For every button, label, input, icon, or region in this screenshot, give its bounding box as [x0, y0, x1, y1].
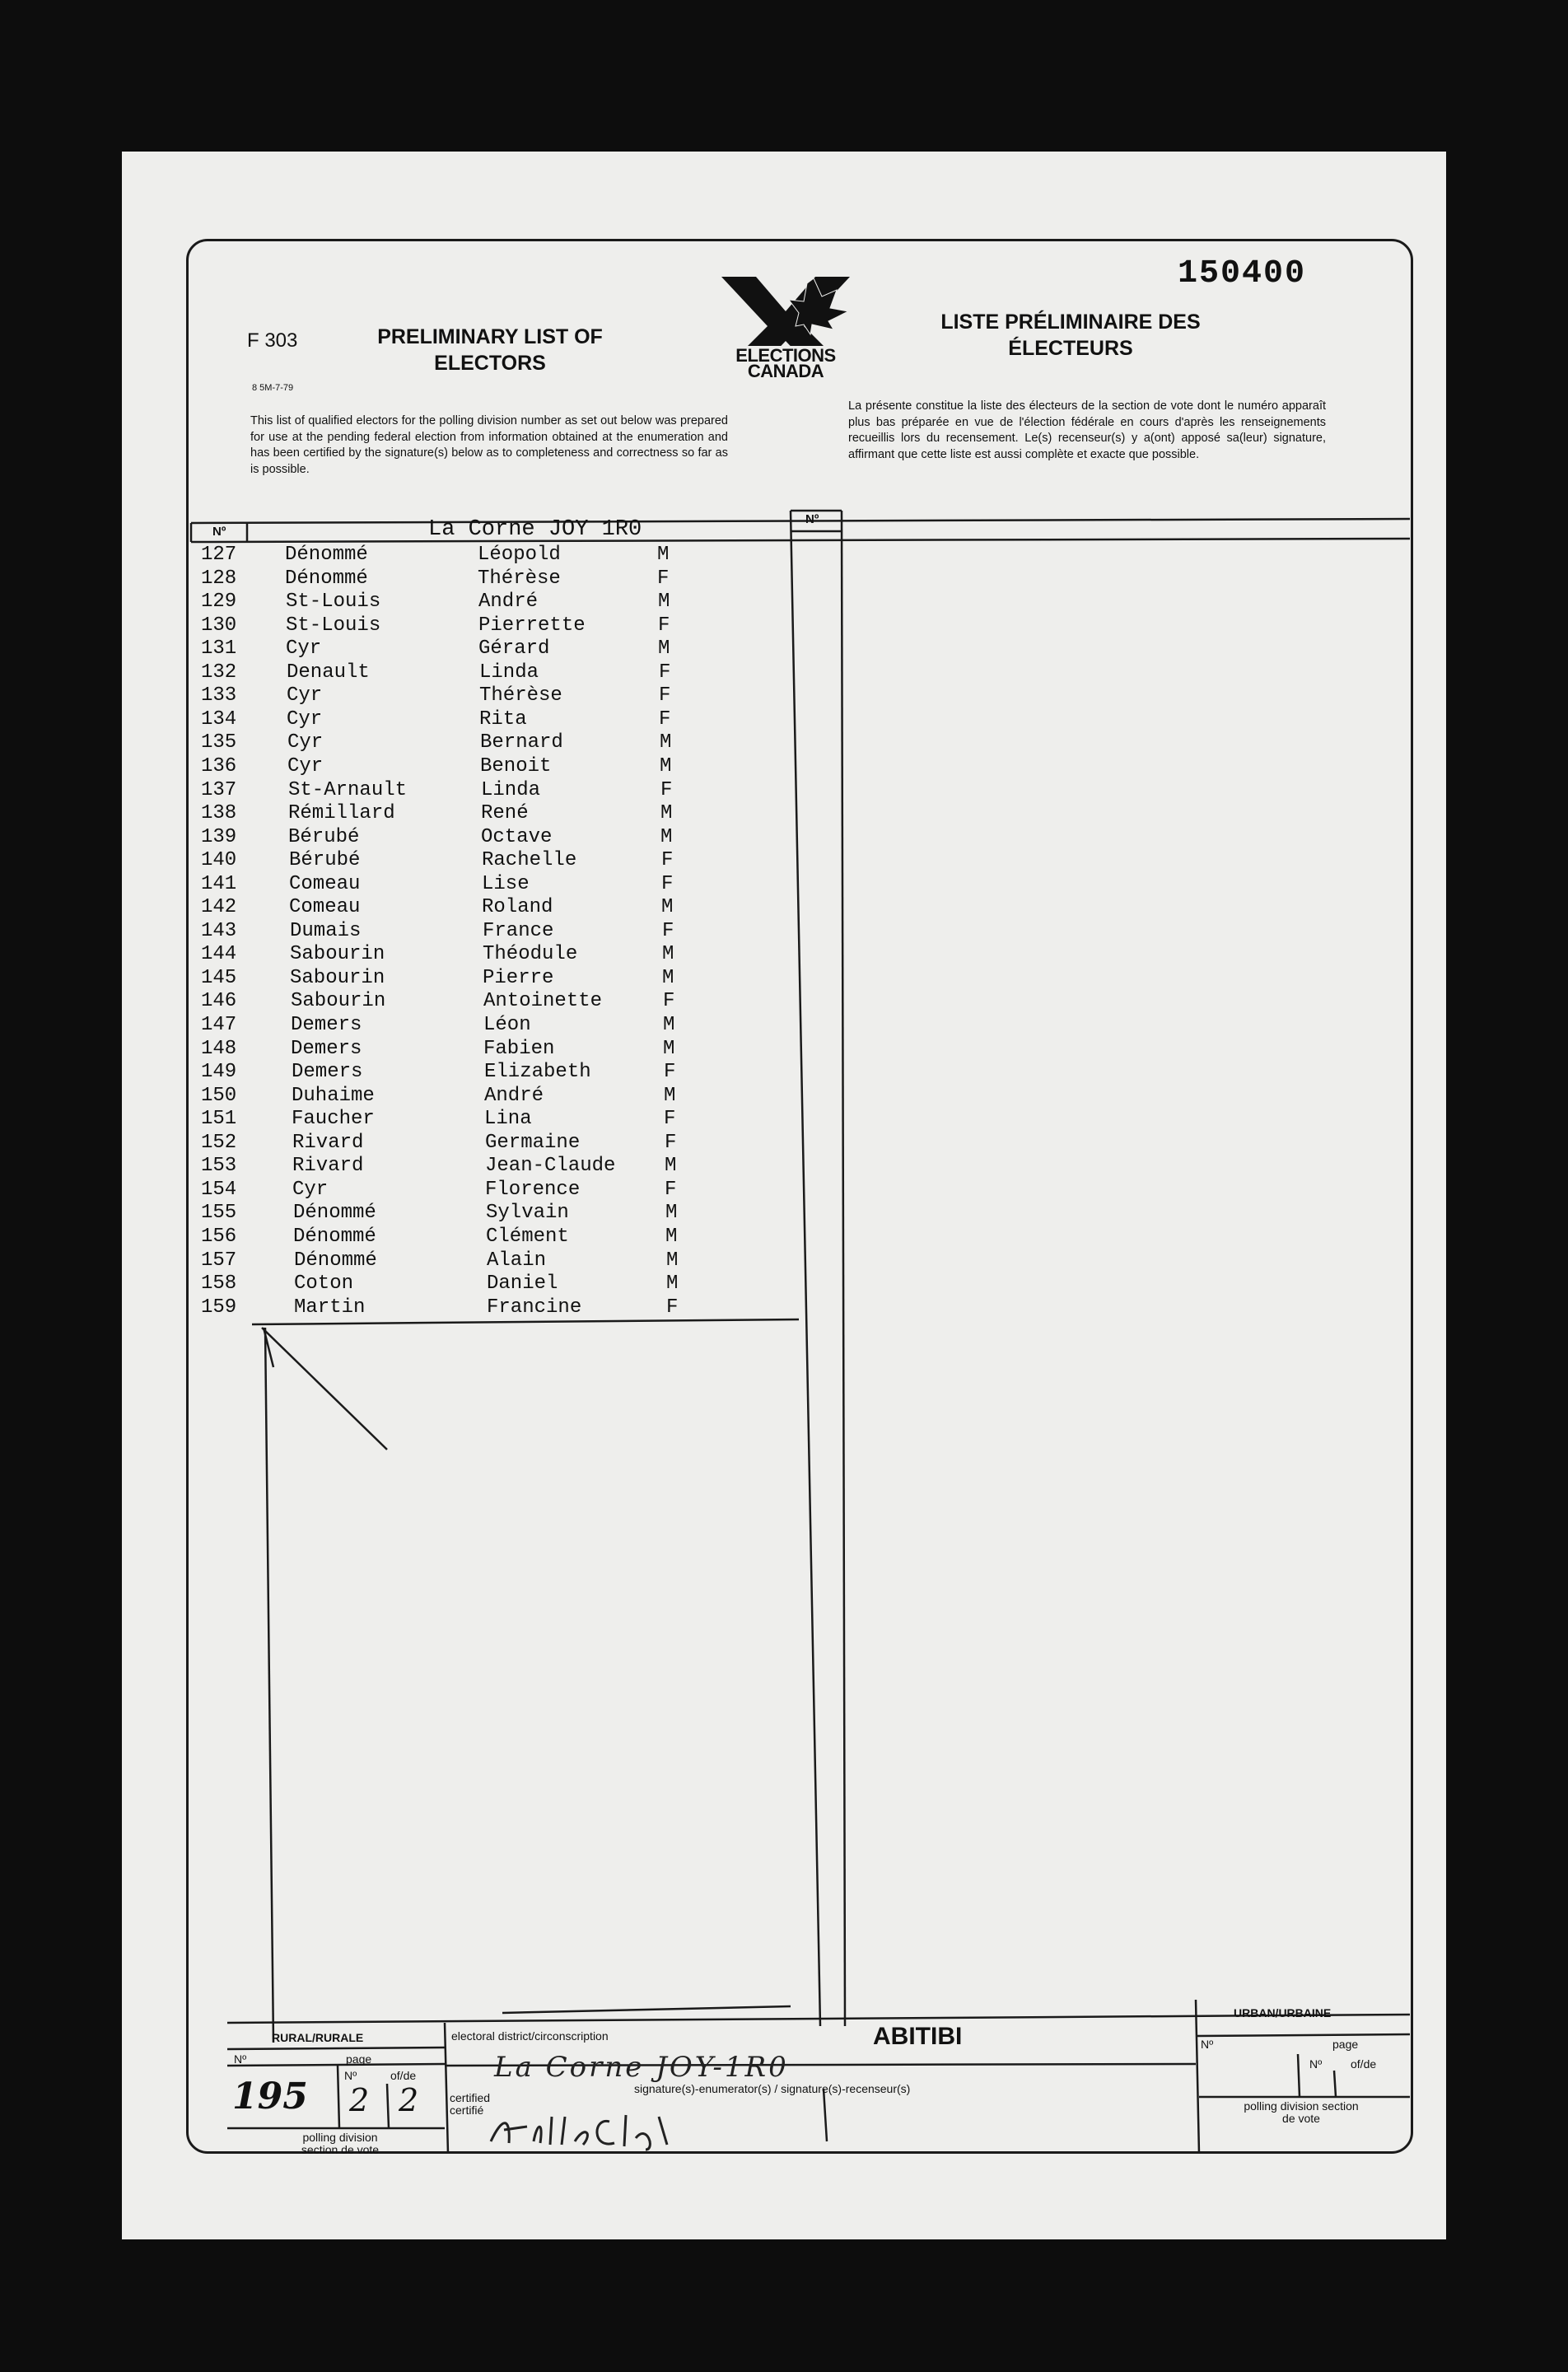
elector-last-name: Demers — [291, 1037, 362, 1060]
elector-number: 128 — [201, 567, 237, 590]
elector-first-name: Alain — [487, 1249, 547, 1272]
elector-last-name: Comeau — [289, 896, 361, 919]
elector-first-name: Francine — [487, 1296, 582, 1319]
elector-sex: M — [660, 825, 673, 848]
elector-number: 144 — [201, 943, 237, 966]
elector-sex: F — [664, 1061, 676, 1084]
title-english: PRELIMINARY LIST OF ELECTORS — [377, 325, 603, 375]
district-label: electoral district/circonscription — [451, 2029, 609, 2043]
elector-last-name: Cyr — [287, 684, 323, 707]
elector-number: 149 — [201, 1061, 237, 1084]
urban-polling-division-label: polling division section de vote — [1244, 2099, 1359, 2125]
right-number-column-header: Nº — [805, 512, 819, 526]
rural-page-no-label: Nº — [344, 2069, 357, 2082]
elector-last-name: Dénommé — [285, 544, 368, 566]
elector-number: 152 — [201, 1131, 237, 1154]
elector-sex: M — [660, 731, 672, 754]
elector-first-name: Florence — [485, 1178, 581, 1201]
rural-polling-number: 195 — [232, 2076, 308, 2118]
elector-first-name: Léon — [483, 1014, 531, 1036]
elector-first-name: Linda — [481, 778, 541, 801]
elector-first-name: Germaine — [485, 1131, 581, 1154]
elector-sex: F — [661, 849, 674, 872]
rural-label: RURAL/RURALE — [272, 2031, 364, 2044]
elector-last-name: Rémillard — [288, 802, 395, 825]
signature-label: signature(s)-enumerator(s) / signature(s)-recenseur(s) — [634, 2082, 911, 2095]
elector-sex: M — [664, 1084, 676, 1107]
elector-number: 140 — [201, 849, 237, 872]
print-code: 8 5M-7-79 — [252, 383, 294, 393]
certified-label: certified certifié — [450, 2091, 491, 2117]
elector-last-name: Dénommé — [294, 1249, 377, 1272]
elector-last-name: Sabourin — [291, 990, 386, 1013]
elector-number: 137 — [201, 778, 237, 801]
elector-number: 136 — [201, 754, 237, 777]
urban-label: URBAN/URBAINE — [1234, 2006, 1332, 2019]
elector-number: 138 — [201, 802, 237, 825]
elector-sex: M — [663, 1014, 675, 1036]
elector-sex: M — [658, 637, 670, 661]
elector-first-name: Jean-Claude — [485, 1155, 616, 1178]
elector-sex: F — [658, 614, 670, 637]
elector-first-name: Rita — [479, 707, 527, 731]
elector-last-name: Bérubé — [288, 825, 360, 848]
elector-number: 131 — [201, 637, 237, 661]
elector-sex: F — [664, 1108, 676, 1131]
elector-sex: F — [665, 1131, 677, 1154]
elector-sex: F — [661, 872, 674, 895]
elector-last-name: Comeau — [289, 872, 361, 895]
elector-last-name: Denault — [287, 661, 370, 684]
elector-first-name: André — [484, 1084, 544, 1107]
number-column-header: Nº — [212, 525, 226, 539]
elector-last-name: Cyr — [287, 731, 324, 754]
elector-first-name: Antoinette — [483, 990, 603, 1013]
elector-last-name: St-Louis — [286, 591, 381, 614]
elector-number: 150 — [201, 1084, 237, 1107]
elector-last-name: Dumais — [290, 919, 362, 942]
elector-number: 151 — [201, 1108, 237, 1131]
handwritten-place: La Corne JOY-1R0 — [494, 2051, 789, 2084]
elector-number: 155 — [201, 1202, 237, 1225]
list-number: 150400 — [1178, 255, 1307, 292]
form-code: F 303 — [247, 329, 298, 352]
elector-sex: M — [665, 1155, 677, 1178]
elector-first-name: René — [481, 802, 529, 825]
elector-first-name: Pierrette — [478, 614, 586, 637]
logo-wordmark: ELECTIONS CANADA — [713, 346, 858, 379]
urban-page-no-label: Nº — [1309, 2057, 1323, 2071]
elector-number: 142 — [201, 896, 237, 919]
rural-page-label: page — [346, 2052, 372, 2066]
elector-sex: F — [662, 919, 674, 942]
elector-first-name: Théodule — [483, 943, 578, 966]
elector-last-name: St-Louis — [286, 614, 381, 637]
elector-last-name: Dénommé — [293, 1225, 376, 1248]
elector-last-name: Demers — [292, 1061, 363, 1084]
elector-sex: M — [663, 1037, 675, 1060]
elector-number: 133 — [201, 684, 237, 707]
elector-first-name: Gérard — [478, 637, 550, 661]
title-french: LISTE PRÉLIMINAIRE DES ÉLECTEURS — [940, 311, 1201, 360]
polling-place-title: La Corne JOY 1R0 — [428, 517, 642, 542]
elector-number: 139 — [201, 825, 237, 848]
elector-last-name: Sabourin — [290, 943, 385, 966]
intro-french: La présente constitue la liste des électeurs de la section de vote dont le numéro apparaît plus bas préparée en vue de l'élection fédérale en cours d'après les renseignements recueillis lors du recensement. Le(s) recenseur(s) y a(ont) apposé sa(leur) signature, affirmant que cette liste est aussi complète et exacte que possible. — [848, 399, 1326, 461]
elector-last-name: Cyr — [292, 1178, 329, 1201]
elector-last-name: Coton — [294, 1272, 354, 1296]
elector-first-name: France — [483, 919, 554, 942]
elector-number: 157 — [201, 1249, 237, 1272]
elector-number: 143 — [201, 919, 237, 942]
elector-number: 132 — [201, 661, 237, 684]
elector-first-name: Roland — [482, 896, 553, 919]
elector-sex: M — [661, 896, 674, 919]
elector-last-name: Rivard — [292, 1155, 364, 1178]
urban-no-label: Nº — [1201, 2038, 1214, 2051]
elector-number: 134 — [201, 707, 237, 731]
elector-first-name: Thérèse — [478, 567, 561, 590]
elector-first-name: Rachelle — [482, 849, 577, 872]
elector-last-name: Cyr — [286, 637, 322, 661]
elector-sex: M — [657, 544, 670, 566]
elector-sex: F — [666, 1296, 679, 1319]
elector-sex: M — [660, 802, 673, 825]
elector-first-name: Fabien — [483, 1037, 555, 1060]
elector-sex: F — [659, 707, 671, 731]
rural-of-label: of/de — [390, 2069, 417, 2082]
rural-no-label: Nº — [234, 2052, 247, 2066]
elector-number: 159 — [201, 1296, 237, 1319]
rural-page-number: 2 — [349, 2082, 370, 2118]
elector-sex: F — [657, 567, 670, 590]
elector-sex: M — [666, 1249, 679, 1272]
rural-page-total: 2 — [399, 2082, 419, 2118]
urban-page-label: page — [1332, 2038, 1359, 2051]
elector-sex: M — [660, 754, 672, 777]
urban-of-label: of/de — [1351, 2057, 1377, 2071]
elector-sex: M — [665, 1225, 678, 1248]
elector-last-name: Sabourin — [290, 966, 385, 989]
rural-polling-division-label: polling division section de vote — [301, 2131, 380, 2156]
elector-sex: M — [658, 591, 670, 614]
elector-sex: F — [659, 661, 671, 684]
elector-first-name: Daniel — [487, 1272, 558, 1296]
elector-number: 148 — [201, 1037, 237, 1060]
elector-number: 141 — [201, 872, 237, 895]
elector-last-name: Rivard — [292, 1131, 364, 1154]
elector-first-name: Clément — [486, 1225, 569, 1248]
enumerator-signature — [486, 2108, 700, 2155]
elector-last-name: Faucher — [292, 1108, 375, 1131]
elector-first-name: Thérèse — [479, 684, 562, 707]
elector-sex: M — [662, 966, 674, 989]
elector-first-name: Elizabeth — [484, 1061, 591, 1084]
elector-number: 156 — [201, 1225, 237, 1248]
elector-last-name: Dénommé — [293, 1202, 376, 1225]
elector-sex: M — [665, 1202, 678, 1225]
elector-first-name: Sylvain — [486, 1202, 569, 1225]
elector-first-name: Léopold — [478, 544, 561, 566]
elector-first-name: André — [478, 591, 539, 614]
elector-number: 130 — [201, 614, 237, 637]
elector-last-name: Martin — [294, 1296, 366, 1319]
elector-sex: M — [662, 943, 674, 966]
elector-number: 147 — [201, 1014, 237, 1036]
elector-last-name: Cyr — [287, 754, 324, 777]
elector-number: 154 — [201, 1178, 237, 1201]
electoral-district: ABITIBI — [873, 2023, 963, 2050]
elector-number: 145 — [201, 966, 237, 989]
elector-sex: F — [663, 990, 675, 1013]
elector-sex: F — [665, 1178, 677, 1201]
elector-sex: M — [666, 1272, 679, 1296]
elector-last-name: Bérubé — [289, 849, 361, 872]
elector-last-name: St-Arnault — [288, 778, 408, 801]
elector-first-name: Lise — [482, 872, 530, 895]
elector-number: 135 — [201, 731, 237, 754]
elector-last-name: Cyr — [287, 707, 323, 731]
elector-last-name: Duhaime — [292, 1084, 375, 1107]
intro-english: This list of qualified electors for the polling division number as set out below was prepared for use at the pending federal election from information obtained at the enumeration and has been certified by the signature(s) below as to completeness and correctness so far as is possible. — [250, 414, 728, 476]
elector-number: 153 — [201, 1155, 237, 1178]
elector-first-name: Benoit — [480, 754, 552, 777]
elector-sex: F — [660, 778, 673, 801]
elector-sex: F — [659, 684, 671, 707]
elector-first-name: Bernard — [480, 731, 563, 754]
elector-last-name: Demers — [291, 1014, 362, 1036]
elector-number: 158 — [201, 1272, 237, 1296]
elector-first-name: Octave — [481, 825, 553, 848]
elector-first-name: Linda — [479, 661, 539, 684]
elector-first-name: Lina — [484, 1108, 532, 1131]
elector-number: 127 — [201, 544, 237, 566]
elector-last-name: Dénommé — [285, 567, 368, 590]
elector-first-name: Pierre — [483, 966, 554, 989]
elector-number: 129 — [201, 591, 237, 614]
elector-number: 146 — [201, 990, 237, 1013]
